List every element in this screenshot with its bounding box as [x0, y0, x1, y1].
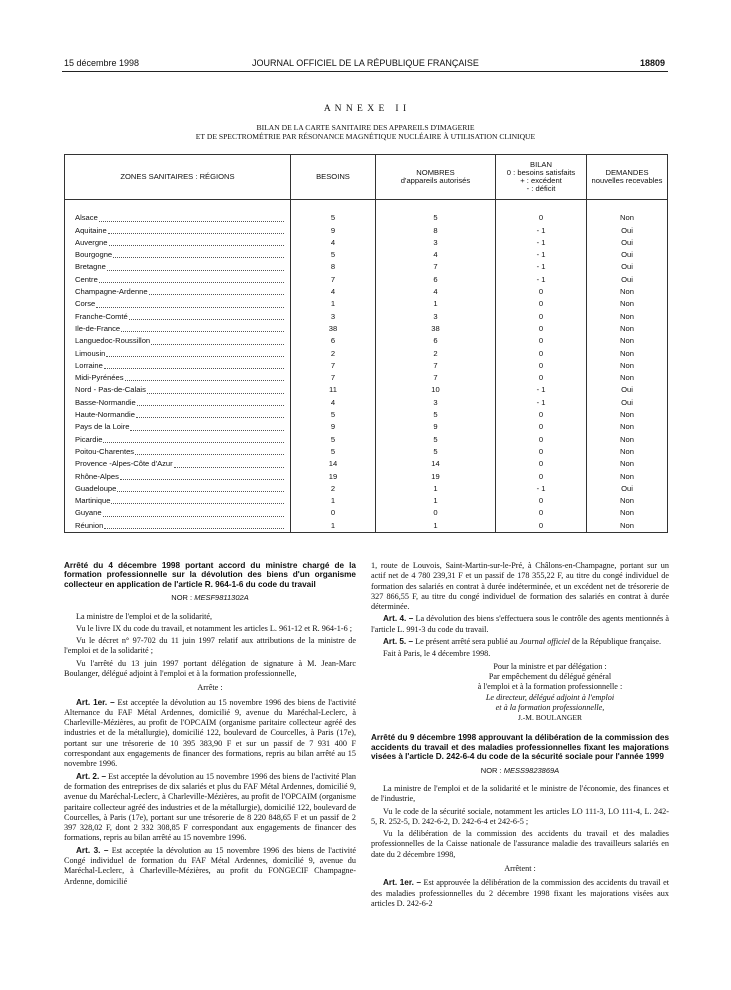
cell-nombres: 5: [376, 409, 496, 421]
paragraph: La ministre de l'emploi et de la solidarité et le ministre de l'économie, des finances et de l'industrie,: [371, 783, 669, 804]
cell-region: Franche-Comté: [65, 311, 291, 323]
cell-demandes: Oui: [587, 483, 668, 495]
cell-besoins: 11: [291, 384, 376, 396]
cell-bilan: 0: [496, 348, 587, 360]
cell-nombres: 7: [376, 360, 496, 372]
cell-bilan: - 1: [496, 483, 587, 495]
cell-bilan: 0: [496, 286, 587, 298]
cell-bilan: 0: [496, 372, 587, 384]
cell-besoins: 4: [291, 397, 376, 409]
cell-demandes: Non: [587, 372, 668, 384]
cell-region: Corse: [65, 298, 291, 310]
cell-nombres: 6: [376, 274, 496, 286]
cell-demandes: Non: [587, 434, 668, 446]
decree-title-2: Arrêté du 9 décembre 1998 approuvant la délibération de la commission des accidents du travail et des maladies professionnelles fixant les majorations visées à l'article D. 242-6-4 du code de la sécurité sociale pour l'année 1999: [371, 733, 669, 762]
cell-region: Picardie: [65, 434, 291, 446]
cell-nombres: 5: [376, 212, 496, 224]
cell-bilan: 0: [496, 471, 587, 483]
cell-bilan: 0: [496, 507, 587, 519]
col-header-besoins: BESOINS: [291, 155, 376, 200]
cell-bilan: - 1: [496, 237, 587, 249]
table-row: [65, 274, 668, 286]
cell-region: Nord - Pas-de-Calais: [65, 384, 291, 396]
cell-nombres: 10: [376, 384, 496, 396]
cell-region: Languedoc-Roussillon: [65, 335, 291, 347]
table-row: [65, 421, 668, 433]
table-row: [65, 348, 668, 360]
col-header-zones: ZONES SANITAIRES : RÉGIONS: [65, 155, 291, 200]
table-row: [65, 471, 668, 483]
cell-demandes: Oui: [587, 225, 668, 237]
cell-nombres: 3: [376, 397, 496, 409]
cell-nombres: 1: [376, 298, 496, 310]
annex-subtitle-2: ET DE SPECTROMÉTRIE PAR RÉSONANCE MAGNÉTIQUE NUCLÉAIRE À UTILISATION CLINIQUE: [195, 132, 536, 141]
cell-bilan: 0: [496, 495, 587, 507]
table-row: [65, 446, 668, 458]
cell-region: Provence -Alpes-Côte d'Azur: [65, 458, 291, 470]
cell-region: Basse-Normandie: [65, 397, 291, 409]
cell-bilan: 0: [496, 323, 587, 335]
signatory-name: J.-M. BOULANGER: [518, 713, 582, 723]
cell-region: Bourgogne: [65, 249, 291, 261]
cell-besoins: 2: [291, 483, 376, 495]
table-row: [65, 225, 668, 237]
table-row: [65, 520, 668, 533]
col-header-bilan: BILAN 0 : besoins satisfaits + : excédent - : déficit: [496, 155, 587, 200]
table-body: [65, 212, 668, 532]
equipment-table: [64, 154, 668, 533]
cell-besoins: 19: [291, 471, 376, 483]
cell-region: Haute-Normandie: [65, 409, 291, 421]
cell-demandes: Oui: [587, 397, 668, 409]
cell-demandes: Non: [587, 495, 668, 507]
cell-besoins: 14: [291, 458, 376, 470]
cell-besoins: 0: [291, 507, 376, 519]
cell-demandes: Oui: [587, 237, 668, 249]
cell-region: Limousin: [65, 348, 291, 360]
article-5: Art. 5. – Le présent arrêté sera publié au Journal officiel de la République française.: [383, 637, 662, 647]
table-header-row: [65, 155, 668, 200]
cell-besoins: 9: [291, 421, 376, 433]
decree-title-1: Arrêté du 4 décembre 1998 portant accord du ministre chargé de la formation professionnelle sur la dévolution des biens d'un organisme collecteur en application de l'article R. 964-1-6 du code du travail: [64, 561, 356, 589]
table-row: [65, 261, 668, 273]
cell-demandes: Non: [587, 471, 668, 483]
cell-bilan: 0: [496, 446, 587, 458]
cell-nombres: 9: [376, 421, 496, 433]
cell-besoins: 5: [291, 434, 376, 446]
paragraph: 1, route de Louvois, Saint-Martin-sur-le-Pré, à Châlons-en-Champagne, portant sur un actif net de 4 780 239,31 F et un passif de 178 355,22 F, au titre du congé individuel de formation des salariés en contrat à durée indéterminée, et un excédent net de trésorerie de 327 866,55 F, au titre du congé individuel de formation des salariés en contrat à durée déterminée.: [371, 561, 669, 612]
cell-nombres: 6: [376, 335, 496, 347]
annex-title: A N N E X E I I: [323, 104, 408, 114]
header-rule: [62, 71, 668, 72]
paragraph: Vu la délibération de la commission des accidents du travail et des maladies professionnelles de la Caisse nationale de l'assurance maladie des travailleurs salariés en date du 2 décembre 1998,: [371, 829, 669, 859]
header-page-number: 18809: [639, 58, 665, 68]
paragraph: Vu l'arrêté du 13 juin 1997 portant délégation de signature à M. Jean-Marc Boulanger, délégué adjoint à l'emploi et à la formation professionnelle,: [64, 658, 356, 678]
table-row: [65, 507, 668, 519]
cell-bilan: - 1: [496, 249, 587, 261]
cell-demandes: Oui: [587, 249, 668, 261]
cell-bilan: 0: [496, 421, 587, 433]
cell-nombres: 1: [376, 483, 496, 495]
cell-bilan: 0: [496, 360, 587, 372]
table-row: [65, 298, 668, 310]
cell-nombres: 38: [376, 323, 496, 335]
table-row: [65, 323, 668, 335]
cell-bilan: - 1: [496, 225, 587, 237]
cell-nombres: 7: [376, 372, 496, 384]
table-row: [65, 335, 668, 347]
article-1-b: Art. 1er. – Est approuvée la délibération de la commission des accidents du travail et des maladies professionnelles du 2 décembre 1998 fixant les majorations visées aux articles D. 242-6-2: [371, 878, 669, 908]
cell-region: Poitou-Charentes: [65, 446, 291, 458]
cell-besoins: 8: [291, 261, 376, 273]
table-row: [65, 409, 668, 421]
arretent-heading: Arrêtent :: [504, 864, 536, 874]
arrete-heading: Arrête :: [197, 683, 223, 693]
cell-region: Midi-Pyrénées: [65, 372, 291, 384]
cell-besoins: 7: [291, 372, 376, 384]
cell-besoins: 2: [291, 348, 376, 360]
left-column: [64, 561, 356, 889]
header-journal-title: JOURNAL OFFICIEL DE LA RÉPUBLIQUE FRANÇAISE: [252, 58, 479, 68]
cell-besoins: 4: [291, 286, 376, 298]
cell-demandes: Non: [587, 212, 668, 224]
cell-region: Alsace: [65, 212, 291, 224]
article-1: Art. 1er. – Est acceptée la dévolution au 15 novembre 1996 des biens de l'activité Alternance du FAF Métal Ardennes, domicilié 9, avenue du Maréchal-Leclerc, à Charleville-Mézières, au profit de l'OPCAIM (organisme paritaire collecteur agréé des industries et de la métallurgie), domicilié 122, boulevard de Courcelles, à Paris (17e), portant sur une trésorerie de 10 395 383,90 F et sur un passif de 7 931 400 F correspondant aux engagements de financer des formations, repris au bilan arrêté au 15 novembre 1996.: [64, 697, 356, 769]
cell-besoins: 4: [291, 237, 376, 249]
col-header-demandes: DEMANDES nouvelles recevables: [587, 155, 668, 200]
cell-nombres: 7: [376, 261, 496, 273]
cell-demandes: Non: [587, 507, 668, 519]
cell-region: Martinique: [65, 495, 291, 507]
nor-reference-1: NOR : MESF9811302A: [171, 593, 249, 603]
cell-region: Centre: [65, 274, 291, 286]
cell-demandes: Non: [587, 520, 668, 533]
table-row: [65, 311, 668, 323]
cell-demandes: Non: [587, 421, 668, 433]
cell-demandes: Oui: [587, 384, 668, 396]
paragraph: Vu le livre IX du code du travail, et notamment les articles L. 961-12 et R. 964-1-6 ;: [76, 623, 352, 633]
header-date: 15 décembre 1998: [64, 58, 140, 68]
table-row: [65, 237, 668, 249]
cell-besoins: 3: [291, 311, 376, 323]
cell-bilan: 0: [496, 520, 587, 533]
col-header-nombres: NOMBRES d'appareils autorisés: [376, 155, 496, 200]
cell-besoins: 9: [291, 225, 376, 237]
cell-demandes: Non: [587, 458, 668, 470]
cell-bilan: 0: [496, 212, 587, 224]
cell-demandes: Non: [587, 311, 668, 323]
cell-besoins: 6: [291, 335, 376, 347]
cell-demandes: Non: [587, 335, 668, 347]
article-4: Art. 4. – La dévolution des biens s'effectuera sous le contrôle des agents mentionnés à l'article L. 991-3 du code du travail.: [371, 614, 670, 634]
table-row: [65, 434, 668, 446]
paragraph: Vu le code de la sécurité sociale, notamment les articles LO 111-3, LO 111-4, L. 242-5, R. 252-5, D. 242-6-2, D. 242-6-4 et 242-6-5 ;: [371, 806, 669, 826]
cell-demandes: Non: [587, 409, 668, 421]
cell-region: Aquitaine: [65, 225, 291, 237]
cell-region: Guyane: [65, 507, 291, 519]
cell-bilan: 0: [496, 409, 587, 421]
cell-region: Champagne-Ardenne: [65, 286, 291, 298]
table-row: [65, 495, 668, 507]
cell-bilan: - 1: [496, 384, 587, 396]
cell-region: Guadeloupe: [65, 483, 291, 495]
cell-region: Rhône-Alpes: [65, 471, 291, 483]
cell-demandes: Non: [587, 286, 668, 298]
signature-block: Pour la ministre et par délégation : Par empêchement du délégué général à l'emploi et à la formation professionnelle : Le directeur, délégué adjoint à l'emploi et à la formation professionnelle, J.-M. BOULANGER: [371, 662, 669, 724]
cell-bilan: - 1: [496, 397, 587, 409]
cell-region: Bretagne: [65, 261, 291, 273]
table-row: [65, 384, 668, 396]
cell-demandes: Non: [587, 323, 668, 335]
cell-besoins: 1: [291, 495, 376, 507]
cell-nombres: 0: [376, 507, 496, 519]
cell-bilan: 0: [496, 335, 587, 347]
cell-besoins: 1: [291, 520, 376, 533]
cell-nombres: 3: [376, 311, 496, 323]
cell-besoins: 5: [291, 409, 376, 421]
cell-nombres: 19: [376, 471, 496, 483]
cell-region: Lorraine: [65, 360, 291, 372]
table-row: [65, 483, 668, 495]
cell-nombres: 4: [376, 249, 496, 261]
cell-nombres: 1: [376, 520, 496, 533]
article-2: Art. 2. – Est acceptée la dévolution au 15 novembre 1996 des biens de l'activité Plan de formation des entreprises de dix salariés et plus du FAF Métal Ardennes, domicilié 9, avenue du Maréchal-Leclerc, à Charleville-Mézières, au profit de l'OPCAIM (organisme paritaire collecteur agréé des industries et de la métallurgie), domicilié 122, boulevard de Courcelles, à Paris (17e), portant sur une trésorerie de 8 220 848,65 F et un passif de 2 397 328,02 F, dont 2 332 308,85 F correspondant aux engagements de financer des formations, repris au bilan arrêté au 15 novembre 1996.: [64, 771, 356, 843]
cell-region: Réunion: [65, 520, 291, 533]
cell-nombres: 5: [376, 446, 496, 458]
table-row: [65, 372, 668, 384]
cell-nombres: 8: [376, 225, 496, 237]
cell-besoins: 7: [291, 274, 376, 286]
table-row: [65, 458, 668, 470]
cell-demandes: Non: [587, 298, 668, 310]
cell-demandes: Oui: [587, 261, 668, 273]
signature-place-date: Fait à Paris, le 4 décembre 1998.: [383, 649, 491, 659]
cell-bilan: - 1: [496, 274, 587, 286]
cell-besoins: 1: [291, 298, 376, 310]
table-row: [65, 360, 668, 372]
cell-besoins: 5: [291, 446, 376, 458]
cell-nombres: 2: [376, 348, 496, 360]
nor-reference-2: NOR : MESS9823869A: [480, 765, 560, 775]
cell-region: Pays de la Loire: [65, 421, 291, 433]
article-3: Art. 3. – Est acceptée la dévolution au 15 novembre 1996 des biens de l'activité Congé individuel de formation du FAF Métal Ardennes, domicilié 9, avenue du Maréchal-Leclerc, à Charleville-Mézières, au profit du FONGECIF Champagne-Ardenne, domicilié: [64, 845, 356, 886]
right-column: [371, 561, 669, 911]
cell-nombres: 14: [376, 458, 496, 470]
cell-besoins: 7: [291, 360, 376, 372]
cell-nombres: 4: [376, 286, 496, 298]
annex-subtitle-1: BILAN DE LA CARTE SANITAIRE DES APPAREILS D'IMAGERIE: [256, 123, 475, 132]
cell-nombres: 5: [376, 434, 496, 446]
cell-nombres: 3: [376, 237, 496, 249]
cell-besoins: 38: [291, 323, 376, 335]
table-row: [65, 286, 668, 298]
cell-demandes: Non: [587, 348, 668, 360]
cell-bilan: 0: [496, 311, 587, 323]
cell-demandes: Non: [587, 446, 668, 458]
cell-bilan: 0: [496, 298, 587, 310]
cell-region: Auvergne: [65, 237, 291, 249]
table-row: [65, 249, 668, 261]
cell-demandes: Oui: [587, 274, 668, 286]
cell-region: Ile-de-France: [65, 323, 291, 335]
cell-demandes: Non: [587, 360, 668, 372]
cell-bilan: 0: [496, 458, 587, 470]
cell-besoins: 5: [291, 212, 376, 224]
table-row: [65, 397, 668, 409]
cell-nombres: 1: [376, 495, 496, 507]
paragraph: La ministre de l'emploi et de la solidarité,: [76, 611, 213, 621]
cell-besoins: 5: [291, 249, 376, 261]
cell-bilan: 0: [496, 434, 587, 446]
cell-bilan: - 1: [496, 261, 587, 273]
paragraph: Vu le décret n° 97-702 du 11 juin 1997 relatif aux attributions de la ministre de l'emploi et de la solidarité ;: [64, 636, 356, 656]
table-row: [65, 212, 668, 224]
